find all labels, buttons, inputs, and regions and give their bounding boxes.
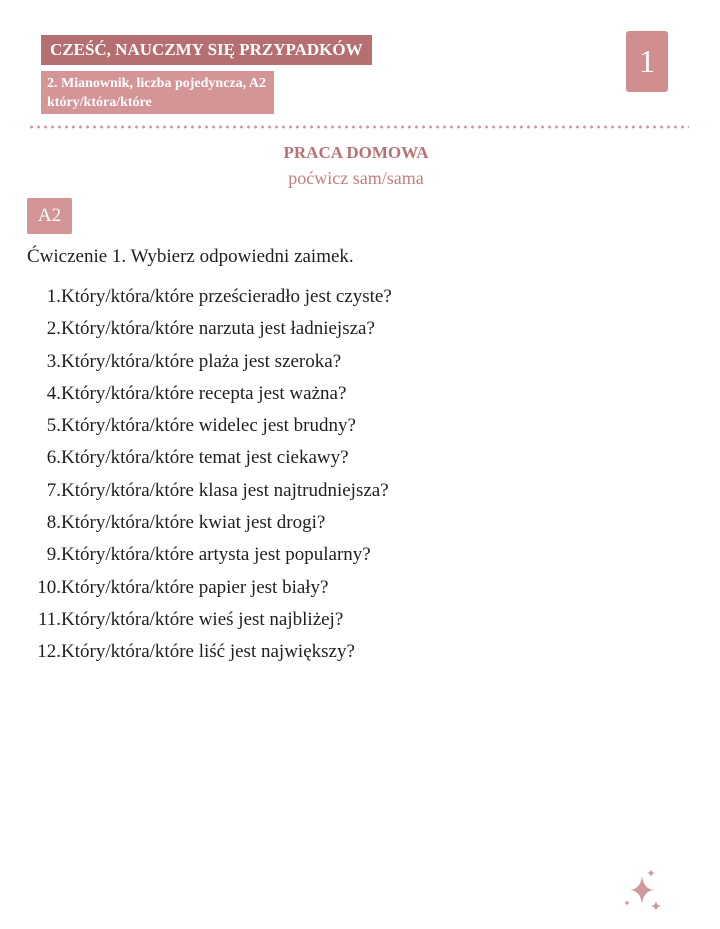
exercise-item-number: 8.: [46, 512, 61, 534]
exercise-item-text: Który/która/które wieś jest najbliżej?: [61, 608, 344, 630]
exercise-item-number: 5.: [46, 415, 61, 437]
lesson-subtitle-line-2: który/która/które: [47, 95, 152, 110]
exercise-item-text: Który/która/które recepta jest ważna?: [61, 382, 347, 404]
exercise-item: [27, 313, 392, 345]
sparkle-icon: [620, 866, 666, 916]
exercise-item-number: 3.: [46, 350, 61, 372]
exercise-item-number: 1.: [46, 286, 61, 307]
exercise-item-text: Który/która/które artysta jest popularny?: [61, 544, 371, 566]
lesson-title: CZEŚĆ, NAUCZMY SIĘ PRZYPADKÓW: [41, 35, 372, 65]
exercise-item: [27, 604, 392, 636]
lesson-subtitle: [41, 71, 274, 114]
exercise-instruction: Ćwiczenie 1. Wybierz odpowiedni zaimek.: [27, 246, 354, 267]
lesson-subtitle-line-1: 2. Mianownik, liczba pojedyncza, A2: [47, 76, 266, 91]
exercise-item-number: 4.: [46, 382, 61, 404]
exercise-item-text: Który/która/które klasa jest najtrudniejsza?: [61, 479, 389, 501]
exercise-item-number: 9.: [46, 544, 61, 566]
exercise-item-text: Który/która/które papier jest biały?: [61, 576, 329, 598]
exercise-item: [27, 572, 392, 604]
level-badge: A2: [27, 198, 72, 234]
exercise-item-text: Który/która/które plaża jest szeroka?: [61, 350, 342, 372]
exercise-item: [27, 378, 392, 410]
exercise-item-number: 2.: [46, 318, 61, 340]
exercise-item: [27, 475, 392, 507]
exercise-item-text: Który/która/które narzuta jest ładniejsza?: [61, 318, 375, 340]
exercise-item-number: 7.: [46, 479, 61, 501]
exercise-item-text: Który/która/które liść jest największy?: [61, 641, 355, 663]
exercise-item: [27, 346, 392, 378]
exercise-item: [27, 507, 392, 539]
exercise-item-number: 10.: [37, 576, 61, 598]
exercise-item: [27, 410, 392, 442]
dotted-divider: [28, 125, 689, 129]
exercise-item-number: 12.: [37, 641, 61, 663]
exercise-item: [27, 281, 392, 313]
exercise-item: [27, 442, 392, 474]
page-number-badge: 1: [626, 31, 668, 92]
exercise-item-text: Który/która/które widelec jest brudny?: [61, 415, 356, 437]
exercise-item-number: 11.: [37, 608, 61, 630]
homework-title: PRACA DOMOWA: [283, 143, 429, 162]
exercise-item-number: 6.: [46, 447, 61, 469]
homework-subtitle: poćwicz sam/sama: [288, 168, 424, 188]
exercise-item-text: Który/która/które temat jest ciekawy?: [61, 447, 349, 469]
exercise-item: [27, 636, 392, 668]
exercise-item-text: Który/która/które prześcieradło jest czyste?: [61, 286, 392, 307]
exercise-item: [27, 539, 392, 571]
exercise-item-text: Który/która/które kwiat jest drogi?: [61, 512, 326, 534]
exercise-list: [27, 281, 392, 669]
